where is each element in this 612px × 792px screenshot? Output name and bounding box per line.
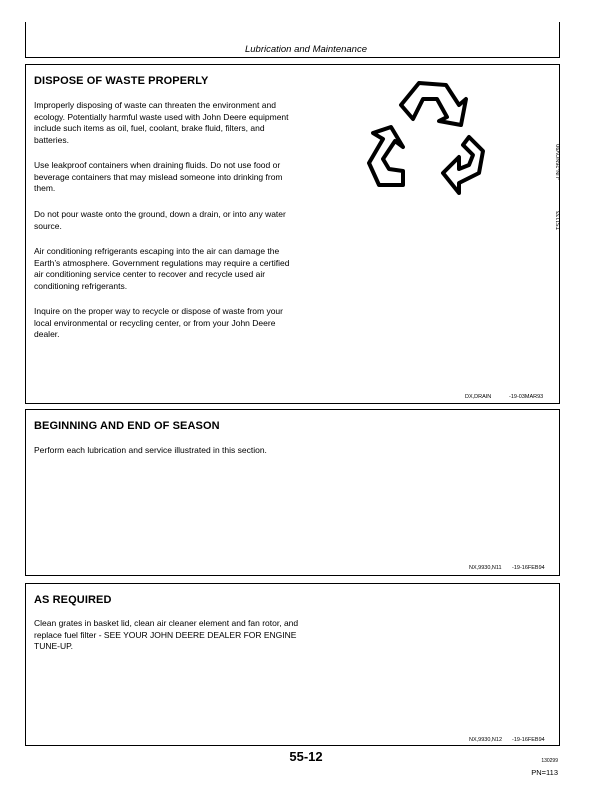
paragraph: Air conditioning refrigerants escaping into the air can damage the Earth’s atmosphere. Government regulations may require a certified air conditioning service center to recover and recycle used air conditioning refrigerants. [34,246,290,291]
paragraph: Do not pour waste onto the ground, down a drain, or into any water source. [34,209,286,231]
reference-date: -19-16FEB94 [512,565,545,571]
paragraph: Use leakproof containers when draining fluids. Do not use food or beverage containers that may mislead someone into drinking from them. [34,160,283,193]
section-title: DISPOSE OF WASTE PROPERLY [34,75,209,87]
figure-code: TS1133 [556,211,562,230]
reference-date: -19-03MAR93 [509,394,544,400]
section-title: BEGINNING AND END OF SEASON [34,420,220,432]
reference-code: NX,9930,N12 [469,737,503,743]
recycle-icon [351,75,501,220]
section-dispose-waste [25,64,560,404]
header-title: Lubrication and Maintenance [244,44,367,55]
reference-code: DX,DRAIN [465,394,492,400]
paragraph: Clean grates in basket lid, clean air cleaner element and fan rotor, and replace fuel filter - SEE YOUR JOHN DEERE DEALER FOR ENGINE TUNE-UP. [34,618,299,651]
part-number: PN=113 [531,768,558,777]
section-as-required [25,583,560,746]
paragraph: Improperly disposing of waste can threaten the environment and ecology. Potentially harmful waste used with John Deere equipment include such items as oil, fuel, coolant, brake fluid, filters, and batteries. [34,100,289,145]
figure-date: -UN-26NOV90 [556,144,562,180]
section-title: AS REQUIRED [34,594,112,606]
paragraph: Inquire on the proper way to recycle or dispose of waste from your local environmental or recycling center, or from your John Deere dealer. [34,306,283,339]
paragraph: Perform each lubrication and service illustrated in this section. [34,445,267,455]
page-number: 55-12 [289,749,323,764]
reference-code: NX,9930,N11 [469,565,502,571]
reference-date: -19-16FEB94 [512,737,545,743]
footer-code: 130299 [541,758,558,764]
header-rule [25,57,560,58]
section-season [25,409,560,576]
